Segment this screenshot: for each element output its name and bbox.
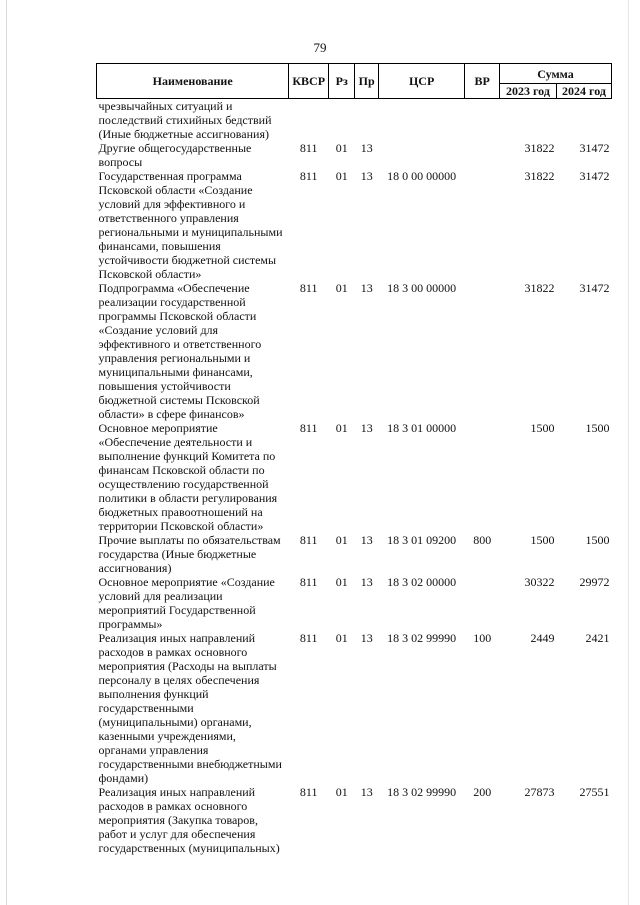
budget-table	[96, 63, 612, 855]
row-kvsr	[289, 99, 329, 142]
row-vr	[465, 281, 500, 421]
table-row	[97, 281, 612, 421]
page-number: 79	[313, 40, 327, 55]
row-sum-2024: 1500	[585, 421, 610, 435]
row-kvsr: 811	[299, 575, 318, 589]
row-rz: 01	[335, 169, 348, 183]
row-pr: 13	[360, 533, 373, 547]
row-sum-2024: 1500	[585, 533, 610, 547]
row-rz: 01	[335, 575, 348, 589]
row-kvsr: 811	[299, 533, 318, 547]
row-vr: 100	[473, 631, 492, 645]
row-pr: 13	[360, 575, 373, 589]
row-sum-2023: 30322	[524, 575, 555, 589]
row-kvsr: 811	[299, 281, 318, 295]
row-kvsr: 811	[299, 169, 318, 183]
row-sum-2023: 1500	[530, 533, 555, 547]
table-header	[97, 64, 612, 99]
row-rz: 01	[335, 785, 348, 799]
row-rz	[329, 99, 355, 142]
row-name: Основное мероприятие «Создание условий для реализации мероприятий Государственной программы»	[98, 575, 275, 631]
row-kvsr: 811	[299, 631, 318, 645]
row-vr: 800	[473, 533, 492, 547]
row-sum-2023: 31822	[524, 141, 555, 155]
row-vr	[465, 421, 500, 533]
header-name: Наименование	[97, 64, 289, 99]
row-rz: 01	[335, 631, 348, 645]
row-sum-2023: 27873	[524, 785, 555, 799]
row-csr: 18 3 01 00000	[387, 421, 457, 435]
row-pr: 13	[360, 631, 373, 645]
row-sum-2024: 31472	[579, 169, 610, 183]
row-csr: 18 3 02 99990	[387, 785, 457, 799]
row-sum-2024: 31472	[579, 141, 610, 155]
header-vr: ВР	[465, 64, 500, 99]
row-kvsr: 811	[299, 421, 318, 435]
header-year-2024: 2024 год	[556, 84, 611, 99]
row-pr: 13	[360, 141, 373, 155]
row-vr	[465, 99, 500, 142]
table-row	[97, 785, 612, 855]
row-name: Другие общегосударственные вопросы	[98, 141, 252, 169]
row-pr: 13	[360, 169, 373, 183]
row-rz: 01	[335, 533, 348, 547]
row-name: Реализация иных направлений расходов в рамках основного мероприятия (Закупка товаров, работ и услуг для обеспечения государственных (муниципальных)	[98, 785, 280, 855]
row-csr	[378, 99, 465, 142]
row-rz: 01	[335, 281, 348, 295]
row-name: Прочие выплаты по обязательствам государства (Иные бюджетные ассигнования)	[98, 533, 281, 575]
row-csr: 18 0 00 00000	[387, 169, 457, 183]
header-kvsr: КВСР	[289, 64, 329, 99]
row-vr: 200	[473, 785, 492, 799]
row-kvsr: 811	[299, 785, 318, 799]
row-pr: 13	[360, 785, 373, 799]
row-sum-2023: 31822	[524, 169, 555, 183]
row-sum-2023: 31822	[524, 281, 555, 295]
row-csr: 18 3 01 09200	[387, 533, 457, 547]
row-csr	[378, 141, 465, 169]
row-kvsr: 811	[299, 141, 318, 155]
row-name: Основное мероприятие «Обеспечение деятельности и выполнение функций Комитета по финансам Псковской области по осуществлению государственной политики в области регулирования бюджетных правоотношений на территории Псковской области»	[98, 421, 278, 533]
scan-edge-right	[628, 0, 629, 905]
row-name: чрезвычайных ситуаций и последствий стихийных бедствий (Иные бюджетные ассигнования)	[98, 99, 272, 141]
row-vr	[465, 169, 500, 281]
header-sum: Сумма	[499, 64, 611, 84]
row-pr: 13	[360, 281, 373, 295]
table-row	[97, 533, 612, 575]
header-rz: Рз	[329, 64, 355, 99]
row-name: Государственная программа Псковской области «Создание условий для эффективного и ответственного управления региональными и муниципальными финансами, повышения устойчивости бюджетной системы Псковской области»	[98, 169, 283, 281]
row-rz: 01	[335, 141, 348, 155]
row-vr	[465, 141, 500, 169]
row-pr	[355, 99, 378, 142]
row-sum-2024	[556, 99, 611, 142]
table-body	[97, 99, 612, 856]
header-pr: Пр	[355, 64, 378, 99]
table-row	[97, 99, 612, 142]
row-vr	[465, 575, 500, 631]
row-sum-2024: 29972	[579, 575, 610, 589]
row-pr: 13	[360, 421, 373, 435]
table-row	[97, 169, 612, 281]
row-sum-2024: 27551	[579, 785, 610, 799]
table-row	[97, 631, 612, 785]
row-rz: 01	[335, 421, 348, 435]
row-sum-2023	[499, 99, 556, 142]
row-name: Подпрограмма «Обеспечение реализации государственной программы Псковской области «Создание условий для эффективного и ответственного управления региональными и муниципальными финансами, повышения устойчивости бюджетной системы Псковской области» в сфере финансов»	[98, 281, 262, 421]
row-sum-2024: 2421	[585, 631, 610, 645]
row-csr: 18 3 02 00000	[387, 575, 457, 589]
row-sum-2024: 31472	[579, 281, 610, 295]
scan-edge-left	[6, 0, 7, 905]
table-row	[97, 575, 612, 631]
row-csr: 18 3 02 99990	[387, 631, 457, 645]
row-sum-2023: 2449	[530, 631, 555, 645]
table-row	[97, 141, 612, 169]
table-row	[97, 421, 612, 533]
row-name: Реализация иных направлений расходов в рамках основного мероприятия (Расходы на выплаты персоналу в целях обеспечения выполнения функций государственными (муниципальными) органами, казенными учреждениями, органами управления государственными внебюджетными фондами)	[98, 631, 282, 785]
header-year-2023: 2023 год	[499, 84, 556, 99]
row-sum-2023: 1500	[530, 421, 555, 435]
header-csr: ЦСР	[378, 64, 465, 99]
row-csr: 18 3 00 00000	[387, 281, 457, 295]
